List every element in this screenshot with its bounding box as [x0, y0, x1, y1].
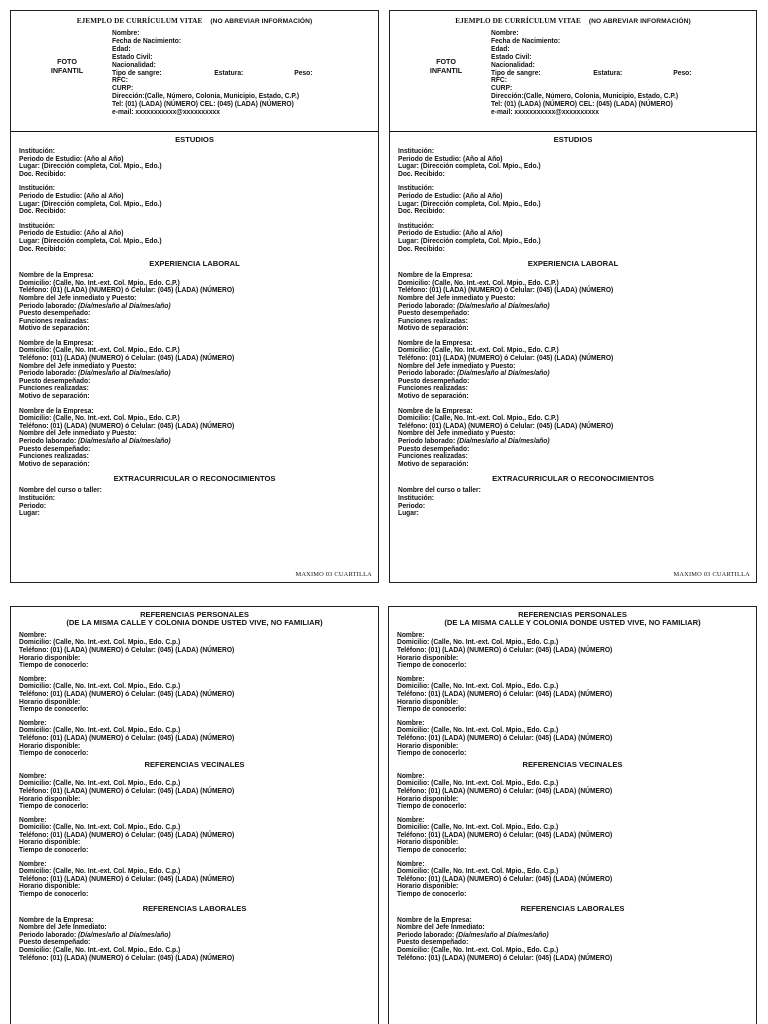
ref-horario: Horario disponible: — [19, 740, 81, 750]
extracurricular-title: EXTRACURRICULAR O RECONOCIMIENTOS — [492, 474, 654, 484]
exp-empresa: Nombre de la Empresa: — [19, 270, 94, 280]
extracurricular-title: EXTRACURRICULAR O RECONOCIMIENTOS — [113, 474, 276, 484]
field-estado-civil: Estado Civil: — [491, 51, 532, 61]
ref-tiempo: Tiempo de conocerlo: — [397, 889, 467, 899]
ref-telefono: Teléfono: (01) (LADA) (NUMERO) ó Celular: (045) (LADA) (NÚMERO) — [19, 785, 235, 795]
estudio-institucion: Institución: — [398, 146, 435, 155]
ref-horario: Horario disponible: — [397, 837, 459, 847]
estudio-periodo: Periodo de Estudio: (Año al Año) — [19, 153, 124, 163]
reference-entry — [397, 772, 731, 810]
estudio-entry — [398, 147, 731, 177]
field-nacionalidad: Nacionalidad: — [491, 59, 535, 69]
ref-tiempo: Tiempo de conocerlo: — [397, 801, 467, 811]
ref-telefono: Teléfono: (01) (LADA) (NUMERO) ó Celular: (045) (LADA) (NÚMERO) — [397, 829, 613, 839]
ref-horario: Horario disponible: — [19, 837, 81, 847]
reference-entry — [19, 719, 353, 757]
field-curp: CURP: — [491, 83, 513, 93]
estudio-entry — [398, 184, 731, 214]
field-row-sangre — [491, 69, 734, 77]
ref-nombre: Nombre: — [19, 673, 47, 683]
field-estatura: Estatura: — [593, 67, 623, 77]
exp-periodo-label: Periodo laborado: — [398, 436, 456, 445]
extra-curso: Nombre del curso o taller: — [19, 485, 102, 495]
estudio-lugar: Lugar: (Dirección completa, Col. Mpio., Edo.) — [19, 235, 162, 245]
lab-domicilio: Domicilio: (Calle, No. Int.-ext. Col. Mpio., Edo. C.p.) — [397, 945, 559, 954]
reference-entry — [397, 860, 731, 898]
exp-periodo-label: Periodo laborado: — [398, 368, 456, 378]
cv-page-right — [389, 10, 757, 583]
ref-telefono: Teléfono: (01) (LADA) (NUMERO) ó Celular: (045) (LADA) (NÚMERO) — [397, 785, 613, 795]
cv-title: EJEMPLO DE CURRÍCULUM VITAE — [455, 17, 581, 25]
exp-funciones: Funciones realizadas: — [398, 315, 468, 325]
estudios-list — [11, 147, 378, 252]
personal-data-section — [11, 29, 378, 129]
exp-puesto: Puesto desempeñado: — [398, 443, 470, 453]
estudio-lugar: Lugar: (Dirección completa, Col. Mpio., Edo.) — [19, 198, 162, 208]
exp-periodo-value: (Día/mes/año al Día/mes/año) — [78, 436, 171, 445]
estudio-doc: Doc. Recibido: — [19, 168, 66, 178]
exp-motivo: Motivo de separación: — [398, 458, 469, 468]
ref-domicilio: Domicilio: (Calle, No. Int.-ext. Col. Mpio., Edo. C.p.) — [397, 637, 559, 647]
lab-puesto: Puesto desempeñado: — [397, 937, 469, 947]
field-nombre: Nombre: — [112, 28, 140, 37]
exp-telefono: Teléfono: (01) (LADA) (NUMERO) ó Celular: (045) (LADA) (NÚMERO) — [398, 353, 614, 363]
ref-nombre: Nombre: — [397, 629, 425, 639]
ref-telefono: Teléfono: (01) (LADA) (NUMERO) ó Celular: (045) (LADA) (NÚMERO) — [19, 873, 235, 883]
exp-jefe: Nombre del Jefe inmediato y Puesto: — [19, 360, 137, 370]
exp-motivo: Motivo de separación: — [19, 458, 90, 468]
exp-funciones: Funciones realizadas: — [19, 383, 89, 393]
field-email: e-mail: xxxxxxxxxxx@xxxxxxxxxx — [112, 107, 220, 117]
ref-tiempo: Tiempo de conocerlo: — [19, 845, 89, 855]
photo-label-line2: INFANTIL — [429, 66, 463, 75]
field-estatura: Estatura: — [214, 67, 244, 77]
lab-periodo-value: (Día/mes/año al Día/mes/año) — [456, 929, 549, 939]
extracurricular-block — [19, 486, 353, 516]
ref-nombre: Nombre: — [397, 814, 425, 824]
lab-puesto: Puesto desempeñado: — [19, 937, 91, 947]
cv-header — [390, 17, 756, 25]
personal-fields — [491, 29, 734, 116]
extracurricular-block — [398, 486, 731, 516]
ref-horario: Horario disponible: — [397, 740, 459, 750]
ref-nombre: Nombre: — [19, 629, 47, 639]
field-telefono: Tel: (01) (LADA) (NÚMERO) CEL: (045) (LADA) (NÚMERO) — [491, 99, 673, 109]
ref-tiempo: Tiempo de conocerlo: — [19, 660, 89, 670]
cv-header-note: (NO ABREVIAR INFORMACIÓN) — [210, 18, 313, 25]
estudio-periodo: Periodo de Estudio: (Año al Año) — [19, 190, 124, 200]
estudio-doc: Doc. Recibido: — [398, 243, 445, 253]
exp-telefono: Teléfono: (01) (LADA) (NUMERO) ó Celular: (045) (LADA) (NÚMERO) — [19, 285, 235, 295]
reference-entry — [19, 772, 353, 810]
referencias-vecinales-title: REFERENCIAS VECINALES — [144, 759, 245, 769]
lab-periodo-label: Periodo laborado: — [19, 929, 77, 939]
exp-jefe: Nombre del Jefe inmediato y Puesto: — [19, 428, 137, 438]
exp-jefe: Nombre del Jefe inmediato y Puesto: — [398, 428, 516, 438]
laboral-ref-entry — [19, 916, 353, 962]
lab-telefono: Teléfono: (01) (LADA) (NUMERO) ó Celular: (045) (LADA) (NÚMERO) — [19, 952, 235, 962]
estudio-periodo: Periodo de Estudio: (Año al Año) — [19, 228, 124, 238]
cv-header — [11, 17, 378, 25]
personal-fields — [112, 29, 356, 116]
reference-entry — [19, 816, 353, 854]
exp-jefe: Nombre del Jefe inmediato y Puesto: — [398, 292, 516, 302]
ref-tiempo: Tiempo de conocerlo: — [19, 704, 89, 714]
ref-telefono: Teléfono: (01) (LADA) (NUMERO) ó Celular: (045) (LADA) (NÚMERO) — [397, 873, 613, 883]
ref-tiempo: Tiempo de conocerlo: — [397, 845, 467, 855]
ref-horario: Horario disponible: — [397, 793, 459, 803]
extra-periodo: Periodo: — [398, 500, 426, 510]
vecinales-list — [389, 772, 756, 898]
extra-periodo: Periodo: — [19, 500, 47, 510]
estudios-title: ESTUDIOS — [553, 135, 593, 144]
experiencia-title: EXPERIENCIA LABORAL — [149, 259, 240, 269]
exp-empresa: Nombre de la Empresa: — [19, 405, 94, 415]
field-curp: CURP: — [112, 83, 134, 93]
exp-domicilio: Domicilio: (Calle, No. Int.-ext. Col. Mpio., Edo. C.P.) — [19, 277, 180, 287]
references-page-left — [10, 606, 379, 1024]
exp-funciones: Funciones realizadas: — [398, 383, 468, 393]
exp-empresa: Nombre de la Empresa: — [398, 405, 473, 415]
reference-entry — [19, 675, 353, 713]
field-estado-civil: Estado Civil: — [112, 51, 153, 61]
exp-funciones: Funciones realizadas: — [398, 451, 468, 461]
page-limit-note: MAXIMO 03 CUARTILLA — [673, 571, 750, 578]
ref-telefono: Teléfono: (01) (LADA) (NUMERO) ó Celular: (045) (LADA) (NÚMERO) — [19, 732, 235, 742]
experiencia-entry — [398, 407, 731, 468]
cv-header-note: (NO ABREVIAR INFORMACIÓN) — [588, 18, 691, 25]
ref-domicilio: Domicilio: (Calle, No. Int.-ext. Col. Mpio., Edo. C.p.) — [397, 681, 559, 691]
ref-telefono: Teléfono: (01) (LADA) (NUMERO) ó Celular: (045) (LADA) (NÚMERO) — [397, 732, 613, 742]
exp-motivo: Motivo de separación: — [19, 323, 90, 333]
experiencia-entry — [398, 339, 731, 400]
personales-list — [389, 631, 756, 757]
field-rfc: RFC: — [491, 75, 507, 85]
reference-entry — [397, 816, 731, 854]
field-peso: Peso: — [673, 67, 692, 77]
ref-domicilio: Domicilio: (Calle, No. Int.-ext. Col. Mpio., Edo. C.p.) — [397, 725, 559, 735]
exp-periodo-value: (Día/mes/año al Día/mes/año) — [457, 300, 550, 310]
estudio-lugar: Lugar: (Dirección completa, Col. Mpio., Edo.) — [398, 198, 541, 208]
ref-domicilio: Domicilio: (Calle, No. Int.-ext. Col. Mpio., Edo. C.p.) — [397, 778, 559, 788]
estudio-institucion: Institución: — [19, 146, 56, 155]
exp-empresa: Nombre de la Empresa: — [398, 337, 473, 347]
exp-jefe: Nombre del Jefe inmediato y Puesto: — [398, 360, 516, 370]
lab-jefe: Nombre del Jefe Inmediato: — [397, 922, 485, 932]
cv-page-left — [10, 10, 379, 583]
estudio-entry — [19, 184, 353, 214]
exp-telefono: Teléfono: (01) (LADA) (NUMERO) ó Celular: (045) (LADA) (NÚMERO) — [398, 285, 614, 295]
photo-label-line1: FOTO — [57, 57, 77, 66]
cv-title: EJEMPLO DE CURRÍCULUM VITAE — [76, 17, 203, 25]
exp-puesto: Puesto desempeñado: — [398, 375, 470, 385]
experiencia-list — [390, 271, 756, 467]
lab-telefono: Teléfono: (01) (LADA) (NUMERO) ó Celular: (045) (LADA) (NÚMERO) — [397, 952, 613, 962]
section-divider — [390, 131, 756, 132]
ref-domicilio: Domicilio: (Calle, No. Int.-ext. Col. Mpio., Edo. C.p.) — [19, 778, 181, 788]
ref-tiempo: Tiempo de conocerlo: — [19, 748, 89, 758]
ref-telefono: Teléfono: (01) (LADA) (NUMERO) ó Celular: (045) (LADA) (NÚMERO) — [397, 645, 613, 654]
exp-empresa: Nombre de la Empresa: — [19, 337, 94, 347]
estudio-doc: Doc. Recibido: — [19, 243, 66, 253]
estudio-periodo: Periodo de Estudio: (Año al Año) — [398, 228, 503, 238]
reference-entry — [19, 860, 353, 898]
exp-periodo-value: (Día/mes/año al Día/mes/año) — [78, 368, 171, 378]
extra-institucion: Institución: — [398, 492, 435, 502]
ref-tiempo: Tiempo de conocerlo: — [397, 660, 467, 670]
extra-lugar: Lugar: — [398, 508, 419, 518]
field-edad: Edad: — [491, 43, 510, 53]
field-edad: Edad: — [112, 43, 131, 53]
exp-telefono: Teléfono: (01) (LADA) (NUMERO) ó Celular: (045) (LADA) (NÚMERO) — [19, 353, 235, 363]
estudio-lugar: Lugar: (Dirección completa, Col. Mpio., Edo.) — [398, 235, 541, 245]
exp-funciones: Funciones realizadas: — [19, 315, 89, 325]
estudios-list — [390, 147, 756, 252]
reference-entry — [397, 675, 731, 713]
exp-puesto: Puesto desempeñado: — [398, 308, 470, 318]
estudio-institucion: Institución: — [398, 183, 435, 193]
references-page-right — [388, 606, 757, 1024]
field-direccion: Dirección:(Calle, Número, Colonia, Municipio, Estado, C.P.) — [112, 91, 300, 101]
ref-nombre: Nombre: — [397, 717, 425, 727]
exp-empresa: Nombre de la Empresa: — [398, 270, 473, 280]
reference-entry — [19, 631, 353, 669]
photo-label-line1: FOTO — [436, 57, 456, 66]
ref-tiempo: Tiempo de conocerlo: — [397, 704, 467, 714]
exp-puesto: Puesto desempeñado: — [19, 443, 91, 453]
page-limit-note: MAXIMO 03 CUARTILLA — [295, 571, 372, 578]
experiencia-list — [11, 271, 378, 467]
estudios-title: ESTUDIOS — [175, 135, 214, 144]
reference-entry — [397, 631, 731, 669]
estudio-entry — [19, 147, 353, 177]
vecinales-list — [11, 772, 378, 898]
ref-horario: Horario disponible: — [19, 652, 81, 662]
estudio-institucion: Institución: — [19, 183, 56, 193]
exp-periodo-value: (Día/mes/año al Día/mes/año) — [457, 368, 550, 378]
exp-puesto: Puesto desempeñado: — [19, 375, 91, 385]
lab-empresa: Nombre de la Empresa: — [19, 914, 94, 924]
ref-horario: Horario disponible: — [19, 793, 81, 803]
estudio-periodo: Periodo de Estudio: (Año al Año) — [398, 190, 503, 200]
photo-placeholder — [424, 57, 468, 75]
referencias-personales-title: REFERENCIAS PERSONALES — [140, 610, 249, 619]
exp-domicilio: Domicilio: (Calle, No. Int.-ext. Col. Mpio., Edo. C.P.) — [398, 277, 559, 287]
exp-domicilio: Domicilio: (Calle, No. Int.-ext. Col. Mpio., Edo. C.P.) — [19, 413, 180, 423]
field-fecha-nacimiento: Fecha de Nacimiento: — [491, 35, 561, 45]
lab-empresa: Nombre de la Empresa: — [397, 914, 472, 924]
exp-domicilio: Domicilio: (Calle, No. Int.-ext. Col. Mpio., Edo. C.P.) — [398, 345, 559, 355]
ref-domicilio: Domicilio: (Calle, No. Int.-ext. Col. Mpio., Edo. C.p.) — [19, 637, 181, 647]
referencias-laborales-title: REFERENCIAS LABORALES — [520, 903, 625, 913]
photo-placeholder — [45, 57, 89, 75]
ref-horario: Horario disponible: — [397, 652, 459, 662]
exp-domicilio: Domicilio: (Calle, No. Int.-ext. Col. Mpio., Edo. C.P.) — [398, 413, 559, 423]
personal-data-section — [390, 29, 756, 129]
personales-list — [11, 631, 378, 757]
exp-funciones: Funciones realizadas: — [19, 451, 89, 461]
ref-horario: Horario disponible: — [19, 881, 81, 891]
lab-domicilio: Domicilio: (Calle, No. Int.-ext. Col. Mpio., Edo. C.p.) — [19, 945, 181, 954]
ref-domicilio: Domicilio: (Calle, No. Int.-ext. Col. Mpio., Edo. C.p.) — [19, 725, 181, 735]
experiencia-entry — [19, 271, 353, 332]
referencias-vecinales-title: REFERENCIAS VECINALES — [522, 759, 623, 769]
experiencia-entry — [398, 271, 731, 332]
exp-telefono: Teléfono: (01) (LADA) (NUMERO) ó Celular: (045) (LADA) (NÚMERO) — [398, 420, 614, 430]
ref-nombre: Nombre: — [19, 770, 47, 780]
estudio-lugar: Lugar: (Dirección completa, Col. Mpio., Edo.) — [19, 161, 162, 171]
ref-tiempo: Tiempo de conocerlo: — [19, 889, 89, 899]
field-peso: Peso: — [294, 67, 313, 77]
ref-horario: Horario disponible: — [397, 696, 459, 706]
exp-periodo-label: Periodo laborado: — [398, 300, 456, 310]
ref-domicilio: Domicilio: (Calle, No. Int.-ext. Col. Mpio., Edo. C.p.) — [397, 822, 559, 832]
field-telefono: Tel: (01) (LADA) (NÚMERO) CEL: (045) (LADA) (NÚMERO) — [112, 99, 294, 109]
referencias-personales-subtitle: (DE LA MISMA CALLE Y COLONIA DONDE USTED VIVE, NO FAMILIAR) — [444, 618, 701, 628]
referencias-personales-title: REFERENCIAS PERSONALES — [518, 610, 627, 619]
ref-nombre: Nombre: — [397, 673, 425, 683]
exp-periodo-value: (Día/mes/año al Día/mes/año) — [78, 300, 171, 310]
ref-tiempo: Tiempo de conocerlo: — [397, 748, 467, 758]
estudio-doc: Doc. Recibido: — [19, 206, 66, 216]
exp-periodo-label: Periodo laborado: — [19, 436, 77, 445]
exp-motivo: Motivo de separación: — [19, 391, 90, 401]
field-row-sangre — [112, 69, 356, 77]
ref-domicilio: Domicilio: (Calle, No. Int.-ext. Col. Mpio., Edo. C.p.) — [19, 822, 181, 832]
estudio-institucion: Institución: — [398, 220, 435, 230]
laboral-ref-entry — [397, 916, 731, 962]
ref-horario: Horario disponible: — [397, 881, 459, 891]
field-nombre: Nombre: — [491, 28, 519, 37]
lab-periodo-label: Periodo laborado: — [397, 929, 455, 939]
referencias-laborales-title: REFERENCIAS LABORALES — [142, 903, 247, 913]
exp-puesto: Puesto desempeñado: — [19, 308, 91, 318]
section-divider — [11, 131, 378, 132]
experiencia-entry — [19, 407, 353, 468]
ref-telefono: Teléfono: (01) (LADA) (NUMERO) ó Celular: (045) (LADA) (NÚMERO) — [19, 645, 235, 654]
estudio-entry — [398, 222, 731, 252]
extra-institucion: Institución: — [19, 492, 56, 502]
lab-periodo-value: (Día/mes/año al Día/mes/año) — [78, 929, 171, 939]
exp-periodo-label: Periodo laborado: — [19, 300, 77, 310]
estudio-lugar: Lugar: (Dirección completa, Col. Mpio., Edo.) — [398, 161, 541, 171]
ref-nombre: Nombre: — [397, 770, 425, 780]
estudio-doc: Doc. Recibido: — [398, 168, 445, 178]
exp-periodo-label: Periodo laborado: — [19, 368, 77, 378]
referencias-personales-header — [11, 611, 378, 628]
exp-motivo: Motivo de separación: — [398, 323, 469, 333]
photo-label-line2: INFANTIL — [50, 66, 84, 75]
ref-domicilio: Domicilio: (Calle, No. Int.-ext. Col. Mpio., Edo. C.p.) — [19, 866, 181, 876]
ref-telefono: Teléfono: (01) (LADA) (NUMERO) ó Celular: (045) (LADA) (NÚMERO) — [397, 688, 613, 698]
ref-domicilio: Domicilio: (Calle, No. Int.-ext. Col. Mpio., Edo. C.p.) — [397, 866, 559, 876]
field-fecha-nacimiento: Fecha de Nacimiento: — [112, 35, 182, 45]
field-nacionalidad: Nacionalidad: — [112, 59, 156, 69]
experiencia-title: EXPERIENCIA LABORAL — [527, 259, 619, 269]
extra-lugar: Lugar: — [19, 508, 40, 518]
field-direccion: Dirección:(Calle, Número, Colonia, Municipio, Estado, C.P.) — [491, 91, 679, 101]
ref-telefono: Teléfono: (01) (LADA) (NUMERO) ó Celular: (045) (LADA) (NÚMERO) — [19, 829, 235, 839]
referencias-personales-header — [389, 611, 756, 628]
ref-telefono: Teléfono: (01) (LADA) (NUMERO) ó Celular: (045) (LADA) (NÚMERO) — [19, 688, 235, 698]
exp-domicilio: Domicilio: (Calle, No. Int.-ext. Col. Mpio., Edo. C.P.) — [19, 345, 180, 355]
estudio-doc: Doc. Recibido: — [398, 206, 445, 216]
exp-jefe: Nombre del Jefe inmediato y Puesto: — [19, 292, 137, 302]
ref-domicilio: Domicilio: (Calle, No. Int.-ext. Col. Mpio., Edo. C.p.) — [19, 681, 181, 691]
extra-curso: Nombre del curso o taller: — [398, 485, 481, 495]
exp-motivo: Motivo de separación: — [398, 391, 469, 401]
field-rfc: RFC: — [112, 75, 128, 85]
field-tipo-sangre: Tipo de sangre: — [491, 67, 541, 77]
lab-jefe: Nombre del Jefe Inmediato: — [19, 922, 107, 932]
estudio-entry — [19, 222, 353, 252]
ref-nombre: Nombre: — [19, 717, 47, 727]
estudio-periodo: Periodo de Estudio: (Año al Año) — [398, 153, 503, 163]
ref-nombre: Nombre: — [19, 858, 47, 868]
ref-nombre: Nombre: — [397, 858, 425, 868]
exp-telefono: Teléfono: (01) (LADA) (NUMERO) ó Celular: (045) (LADA) (NÚMERO) — [19, 420, 235, 430]
experiencia-entry — [19, 339, 353, 400]
ref-horario: Horario disponible: — [19, 696, 81, 706]
reference-entry — [397, 719, 731, 757]
field-tipo-sangre: Tipo de sangre: — [112, 67, 162, 77]
referencias-personales-subtitle: (DE LA MISMA CALLE Y COLONIA DONDE USTED VIVE, NO FAMILIAR) — [66, 618, 323, 628]
ref-tiempo: Tiempo de conocerlo: — [19, 801, 89, 811]
exp-periodo-value: (Día/mes/año al Día/mes/año) — [457, 436, 550, 445]
ref-nombre: Nombre: — [19, 814, 47, 824]
estudio-institucion: Institución: — [19, 220, 56, 230]
field-email: e-mail: xxxxxxxxxxx@xxxxxxxxxx — [491, 107, 599, 117]
